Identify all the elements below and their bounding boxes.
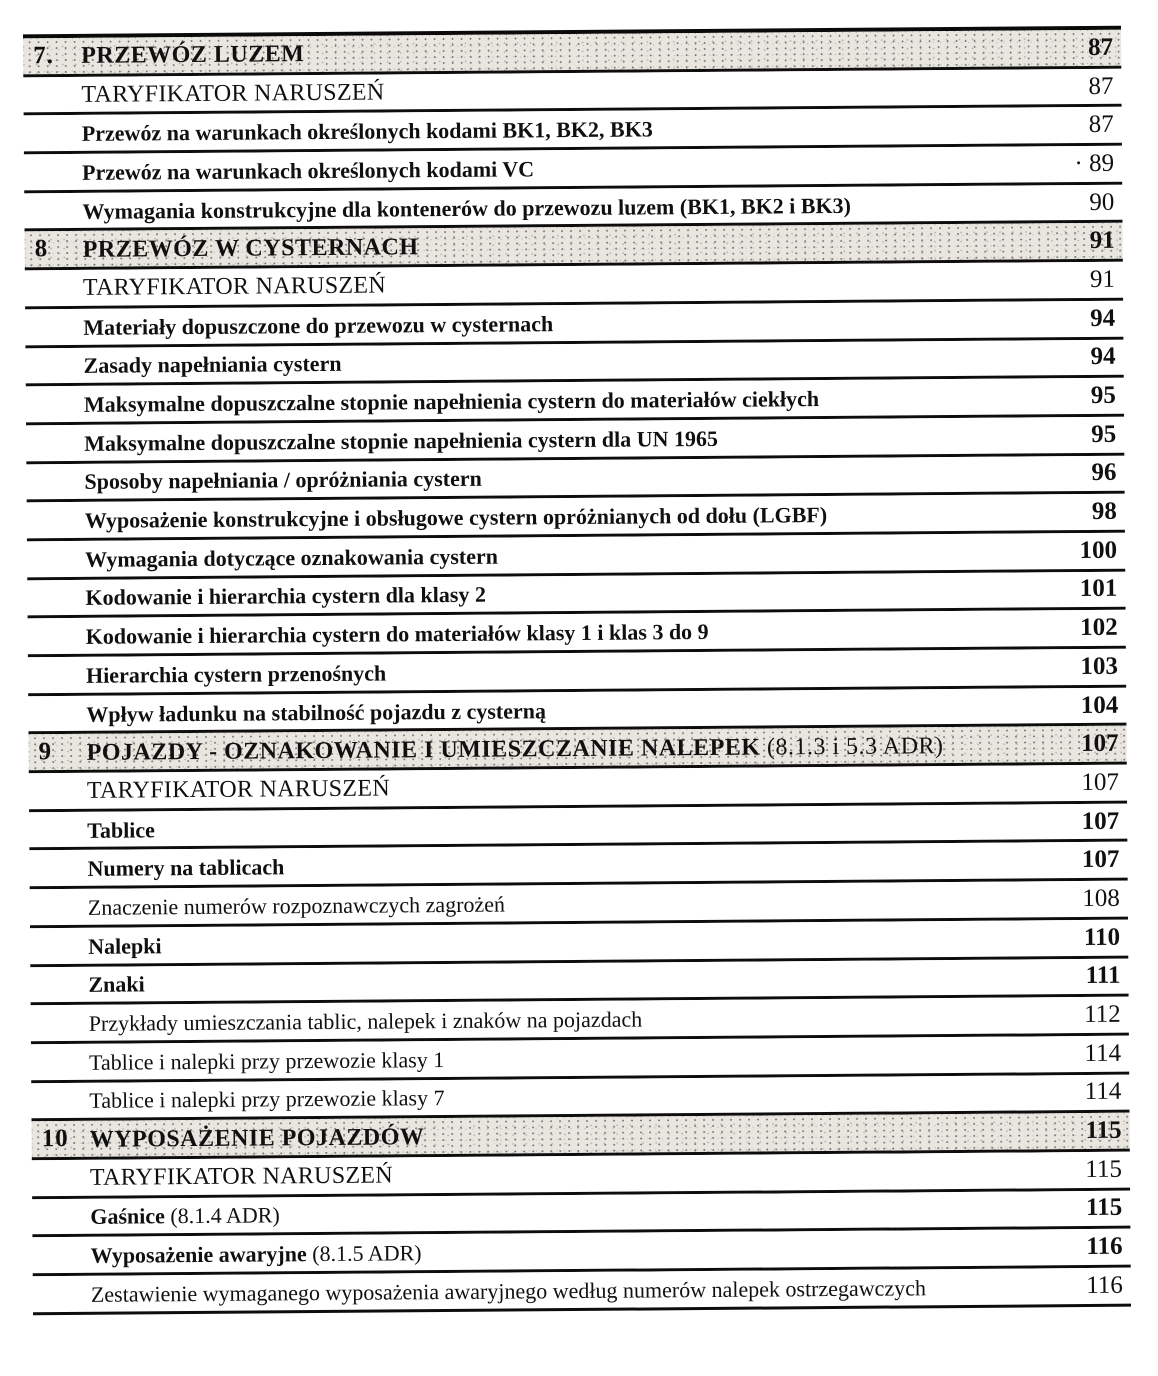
entry-title — [87, 769, 1043, 806]
page-number: 107 — [1081, 807, 1120, 835]
page-number: 94 — [1090, 304, 1116, 332]
page-number: 108 — [1082, 884, 1120, 913]
entry-title — [87, 847, 1043, 883]
entry-title-text: Tablice — [87, 816, 155, 843]
page-number: 87 — [1088, 72, 1114, 100]
entry-title-suffix: (8.1.3 i 5.3 ADR) — [760, 732, 944, 761]
entry-title-text: Znaki — [88, 971, 145, 998]
entry-title — [82, 112, 1038, 148]
page-number: 95 — [1090, 381, 1116, 409]
entry-title — [87, 808, 1043, 844]
entry-title — [81, 34, 1037, 71]
page-number: · 89 — [1074, 149, 1115, 177]
page-number: 114 — [1084, 1039, 1122, 1067]
entry-title-text: PRZEWÓZ LUZEM — [81, 41, 305, 70]
entry-title-text: WYPOSAŻENIE POJAZDÓW — [89, 1123, 425, 1153]
entry-title-text: Hierarchia cystern przenośnych — [85, 660, 387, 688]
page-number: 116 — [1086, 1271, 1123, 1299]
entry-title-text: Materiały dopuszczone do przewozu w cysternach — [83, 310, 554, 340]
page-number: 94 — [1090, 343, 1116, 371]
entry-title — [90, 1156, 1046, 1193]
entry-title — [85, 537, 1041, 573]
page-number: 100 — [1079, 536, 1118, 564]
entry-title-text: Sposoby napełniania / opróżniania cystern — [84, 466, 482, 495]
entry-title-text: PRZEWÓZ W CYSTERNACH — [82, 234, 419, 263]
page-number: 96 — [1091, 459, 1117, 487]
entry-title — [87, 730, 1043, 767]
entry-title — [83, 266, 1039, 303]
entry-title — [90, 1195, 1046, 1231]
entry-title-suffix: (8.1.5 ADR) — [306, 1240, 422, 1267]
entry-title-text: Zestawienie wymaganego wyposażenia awaryjnego według numerów nalepek ostrzegawczych — [90, 1275, 927, 1307]
entry-title — [85, 498, 1041, 534]
entry-title-text: TARYFIKATOR NARUSZEŃ — [89, 1162, 394, 1192]
entry-title-text: Gaśnice — [90, 1203, 165, 1230]
entry-title-text: Zasady napełniania cystern — [83, 351, 342, 379]
entry-title-text: Przewóz na warunkach określonych kodami VC — [81, 156, 535, 185]
entry-title — [85, 576, 1041, 612]
page-number: 102 — [1080, 613, 1118, 642]
page-number: 107 — [1080, 729, 1119, 758]
page-number: 98 — [1091, 497, 1117, 526]
page-number: 115 — [1085, 1155, 1123, 1183]
entry-title-text: Przewóz na warunkach określonych kodami BK1, BK2, BK3 — [81, 116, 653, 147]
page-number: 112 — [1084, 1000, 1121, 1029]
entry-title — [86, 615, 1042, 651]
entry-title-text: Nalepki — [88, 932, 162, 959]
entry-title — [88, 924, 1044, 960]
page-number: 116 — [1086, 1232, 1123, 1261]
entry-title-text: Wpływ ładunku na stabilność pojazdu z cysterną — [86, 697, 547, 727]
section-number: 7. — [33, 41, 55, 70]
entry-title — [90, 1233, 1046, 1269]
page-number: 91 — [1089, 227, 1115, 255]
page-number: 91 — [1089, 265, 1116, 293]
entry-title — [82, 150, 1038, 186]
entry-title-text: Tablice i nalepki przy przewozie klasy 7 — [89, 1085, 445, 1114]
page-number: 107 — [1081, 846, 1120, 874]
entry-title-text: Przykłady umieszczania tablic, nalepek i znaków na pojazdach — [88, 1006, 643, 1036]
page-number: 104 — [1080, 691, 1119, 719]
entry-title — [83, 344, 1039, 380]
page-number: 101 — [1079, 575, 1118, 603]
toc-row — [33, 1268, 1131, 1315]
page-number: 87 — [1088, 110, 1114, 139]
page-number: 90 — [1089, 188, 1115, 216]
entry-title — [84, 382, 1040, 418]
entry-title-text: Kodowanie i hierarchia cystern do materiałów klasy 1 i klas 3 do 9 — [85, 619, 709, 650]
entry-title — [86, 692, 1042, 728]
entry-title-text: Numery na tablicach — [87, 854, 285, 882]
page-number: 87 — [1088, 33, 1114, 61]
entry-title-text: Maksymalne dopuszczalne stopnie napełnienia cystern dla UN 1965 — [84, 425, 719, 456]
entry-title — [88, 885, 1044, 921]
entry-title — [82, 189, 1038, 225]
entry-title-text: Wyposażenie konstrukcyjne i obsługowe cystern opróżnianych od dołu (LGBF) — [84, 502, 828, 533]
entry-title — [91, 1272, 1047, 1308]
page-number: 110 — [1083, 923, 1121, 951]
entry-title-text: Kodowanie i hierarchia cystern dla klasy 2 — [85, 582, 487, 611]
section-number: 9 — [38, 738, 53, 766]
entry-title — [83, 227, 1039, 264]
page-number: 107 — [1081, 768, 1120, 796]
entry-title — [81, 72, 1037, 109]
entry-title — [86, 653, 1042, 689]
entry-title-text: Maksymalne dopuszczalne stopnie napełnienia cystern do materiałów ciekłych — [83, 386, 820, 417]
entry-title-text: Wyposażenie awaryjne — [90, 1241, 307, 1268]
entry-title-text: POJAZDY - OZNAKOWANIE I UMIESZCZANIE NALEPEK — [86, 734, 761, 766]
page-number: 114 — [1084, 1078, 1122, 1106]
page-number: 111 — [1085, 962, 1121, 990]
entry-title-text: TARYFIKATOR NARUSZEŃ — [82, 272, 387, 302]
entry-title — [89, 1040, 1045, 1076]
entry-title-text: Tablice i nalepki przy przewozie klasy 1 — [88, 1046, 445, 1075]
scanned-page — [23, 26, 1131, 1315]
toc-table — [23, 26, 1131, 1315]
entry-title — [89, 1079, 1045, 1115]
entry-title-text: TARYFIKATOR NARUSZEŃ — [86, 775, 391, 805]
page-number: 95 — [1091, 420, 1117, 448]
section-number: 8 — [34, 235, 49, 263]
page-number: 115 — [1085, 1116, 1122, 1145]
page-number: 115 — [1086, 1194, 1123, 1222]
section-number: 10 — [41, 1125, 69, 1153]
entry-title-text: Znaczenie numerów rozpoznawczych zagrożeń — [87, 891, 506, 920]
entry-title — [90, 1117, 1046, 1154]
entry-title — [84, 421, 1040, 457]
page-number: 103 — [1080, 652, 1119, 680]
entry-title-text: Wymagania dotyczące oznakowania cystern — [85, 543, 499, 572]
entry-title-text: Wymagania konstrukcyjne dla kontenerów do przewozu luzem (BK1, BK2 i BK3) — [82, 192, 852, 224]
entry-title — [83, 305, 1039, 341]
entry-title-text: TARYFIKATOR NARUSZEŃ — [81, 79, 385, 108]
entry-title-suffix: (8.1.4 ADR) — [164, 1202, 280, 1229]
entry-title — [84, 460, 1040, 496]
entry-title — [89, 1001, 1045, 1037]
entry-title — [88, 963, 1044, 999]
